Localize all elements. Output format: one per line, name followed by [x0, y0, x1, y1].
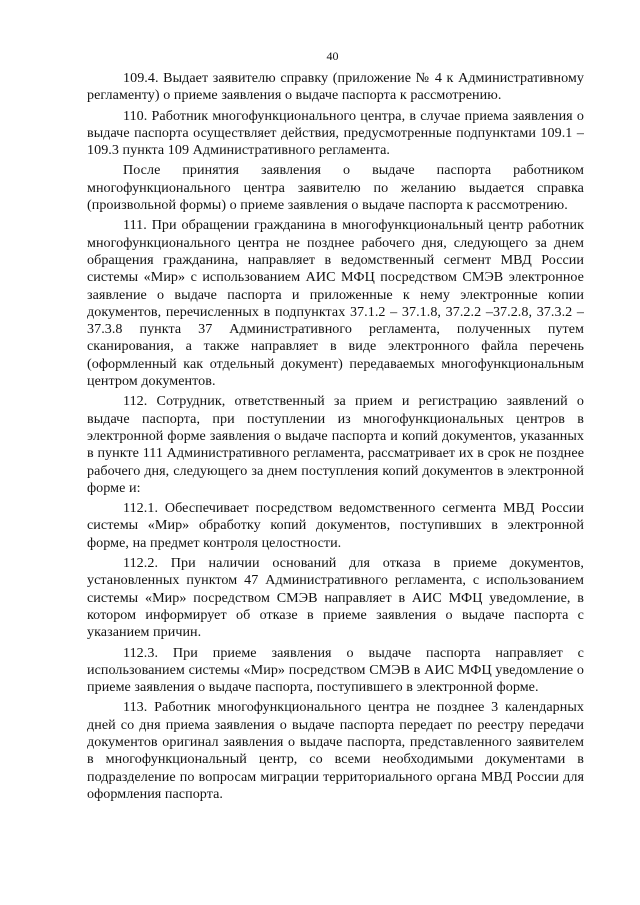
paragraph-112-1: 112.1. Обеспечивает посредством ведомственного сегмента МВД России системы «Мир» обработку копий документов, поступивших в электронной форме, на предмет контроля целостности.: [87, 500, 584, 551]
paragraph-109-4: 109.4. Выдает заявителю справку (приложение № 4 к Административному регламенту) о приеме заявления о выдаче паспорта к рассмотрению.: [87, 70, 584, 104]
page-number: 40: [326, 49, 339, 63]
paragraph-113: 113. Работник многофункционального центра не позднее 3 календарных дней со дня приема заявления о выдаче паспорта передает по реестру передачи документов оригинал заявления о выдаче паспорта, представленного заявителем в многофункциональный центр, со всеми необходимыми документами в подразделение по вопросам миграции территориального органа МВД России для оформления паспорта.: [87, 699, 584, 802]
paragraph-111: 111. При обращении гражданина в многофункциональный центр работник многофункционального центра не позднее рабочего дня, следующего за днем обращения гражданина, направляет в ведомственный сегмент МВД России системы «Мир» с использованием АИС МФЦ посредством СМЭВ электронное заявление о выдаче паспорта и приложенные к нему электронные копии документов, перечисленных в подпунктах 37.1.2 – 37.1.8, 37.2.2 –37.2.8, 37.3.2 – 37.3.8 пункта 37 Административного регламента, полученных путем сканирования, а также направляет в виде электронного файла перечень (оформленный как отдельный документ) передаваемых многофункциональным центром документов.: [87, 217, 584, 390]
paragraph-110-note: После принятия заявления о выдаче паспорта работником многофункционального центра заявителю по желанию выдается справка (произвольной формы) о приеме заявления о выдаче паспорта к рассмотрению.: [87, 162, 584, 214]
paragraph-112-2: 112.2. При наличии оснований для отказа в приеме документов, установленных пунктом 47 Административного регламента, с использованием системы «Мир» посредством СМЭВ направляет в АИС МФЦ уведомление, в котором информирует об отказе в приеме заявления о выдаче паспорта с указанием причин.: [87, 555, 584, 641]
paragraph-110: 110. Работник многофункционального центра, в случае приема заявления о выдаче паспорта осуществляет действия, предусмотренные подпунктами 109.1 – 109.3 пункта 109 Административного регламента.: [87, 107, 584, 159]
paragraph-112: 112. Сотрудник, ответственный за прием и регистрацию заявлений о выдаче паспорта, при поступлении из многофункциональных центров в электронной форме заявления о выдаче паспорта и копий документов, указанных в пункте 111 Административного регламента, рассматривает их в срок не позднее рабочего дня, следующего за днем поступления копий документов в электронной форме и:: [87, 393, 584, 496]
paragraph-112-3: 112.3. При приеме заявления о выдаче паспорта направляет с использованием системы «Мир» посредством СМЭВ в АИС МФЦ уведомление о приеме заявления о выдаче паспорта, поступившего в электронной форме.: [87, 644, 584, 696]
